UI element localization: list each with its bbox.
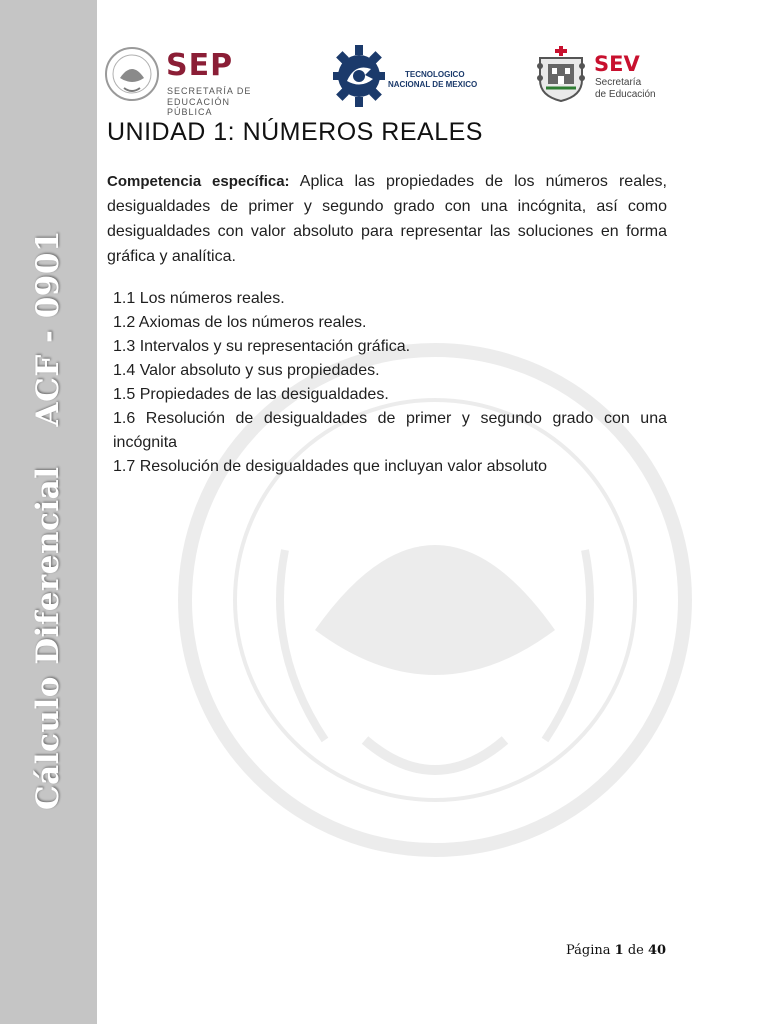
main-content xyxy=(107,118,667,479)
current-page-number: 1 xyxy=(614,943,624,958)
sev-subtitle-2: de Educación xyxy=(595,89,656,100)
header-logos xyxy=(0,0,768,115)
topic-item: 1.3 Intervalos y su representación gráfica. xyxy=(113,338,411,355)
topic-item: 1.4 Valor absoluto y sus propiedades. xyxy=(113,362,380,379)
tecnm-logo xyxy=(333,45,483,107)
of-word: de xyxy=(627,943,644,958)
total-pages-number: 40 xyxy=(648,943,667,958)
tecnm-gear-icon xyxy=(333,45,385,107)
sep-title: SEP xyxy=(166,48,234,83)
page-word: Página xyxy=(566,943,611,958)
sev-logo xyxy=(534,46,664,102)
competencia-label: Competencia específica: xyxy=(107,173,290,190)
tecnm-line-2: NACIONAL DE MEXICO xyxy=(388,80,478,89)
sidebar-course-label xyxy=(30,230,66,810)
sep-subtitle-2: EDUCACIÓN PÚBLICA xyxy=(167,97,231,117)
competencia-text: Aplica las propiedades de los números reales, desigualdades de primer y segundo grado con una incógnita, así como desigualdades con valor absoluto para representar las soluciones en forma gráfica y analítica. xyxy=(107,173,668,265)
topic-item: 1.7 Resolución de desigualdades que incluyan valor absoluto xyxy=(113,458,548,475)
topic-item: 1.1 Los números reales. xyxy=(113,290,285,307)
unit-title: UNIDAD 1: NÚMEROS REALES xyxy=(107,118,483,146)
mexican-seal-icon xyxy=(104,46,160,102)
sev-subtitle-1: Secretaría xyxy=(595,77,642,88)
competencia-paragraph xyxy=(107,169,667,269)
sep-subtitle-1: SECRETARÍA DE xyxy=(167,86,252,96)
topic-item: 1.6 Resolución de desigualdades de primer y segundo grado con una incógnita xyxy=(113,410,667,451)
veracruz-crest-icon xyxy=(534,46,588,102)
tecnm-line-1: TECNOLOGICO xyxy=(405,70,465,79)
sev-title: SEV xyxy=(594,52,640,76)
page-footer xyxy=(566,943,666,958)
sidebar xyxy=(0,0,97,1024)
topics-list xyxy=(113,287,667,479)
course-name: Cálculo Diferencial xyxy=(30,466,66,810)
course-code: ACF - 0901 xyxy=(30,230,66,427)
topic-item: 1.5 Propiedades de las desigualdades. xyxy=(113,386,389,403)
topic-item: 1.2 Axiomas de los números reales. xyxy=(113,314,367,331)
sep-logo xyxy=(104,44,274,117)
